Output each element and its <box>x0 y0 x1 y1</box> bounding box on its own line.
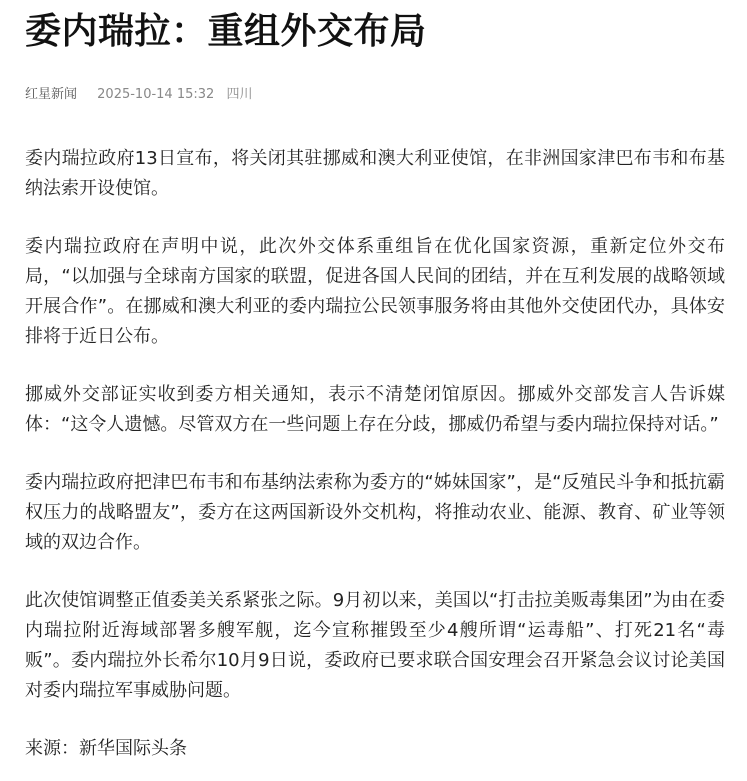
paragraph-2: 委内瑞拉政府在声明中说，此次外交体系重组旨在优化国家资源，重新定位外交布局，“以加强与全球南方国家的联盟，促进各国人民间的团结，并在互利发展的战略领域开展合作”。在挪威和澳大利亚的委内瑞拉公民领事服务将由其他外交使团代办，具体安排将于近日公布。 <box>25 236 725 347</box>
article-body <box>25 144 725 764</box>
meta-source[interactable]: 红星新闻 <box>25 87 78 102</box>
meta-location: 四川 <box>226 87 253 102</box>
article-source-note: 来源：新华国际头条 <box>25 738 187 759</box>
article-title: 委内瑞拉：重组外交布局 <box>25 11 427 52</box>
paragraph-5: 此次使馆调整正值委美关系紧张之际。9月初以来，美国以“打击拉美贩毒集团”为由在委内瑞拉附近海域部署多艘军舰，迄今宣称摧毁至少4艘所谓“运毒船”、打死21名“毒贩”。委内瑞拉外长希尔10月9日说，委政府已要求联合国安理会召开紧急会议讨论美国对委内瑞拉军事威胁问题。 <box>25 590 725 701</box>
article <box>25 0 725 764</box>
paragraph-3: 挪威外交部证实收到委方相关通知，表示不清楚闭馆原因。挪威外交部发言人告诉媒体：“这令人遗憾。尽管双方在一些问题上存在分歧，挪威仍希望与委内瑞拉保持对话。” <box>25 384 725 435</box>
article-meta <box>25 86 725 104</box>
meta-datetime: 2025-10-14 15:32 <box>97 87 215 102</box>
paragraph-4: 委内瑞拉政府把津巴布韦和布基纳法索称为委方的“姊妹国家”，是“反殖民斗争和抵抗霸权压力的战略盟友”，委方在这两国新设外交机构，将推动农业、能源、教育、矿业等领域的双边合作。 <box>25 472 725 553</box>
paragraph-1: 委内瑞拉政府13日宣布，将关闭其驻挪威和澳大利亚使馆，在非洲国家津巴布韦和布基纳法索开设使馆。 <box>25 148 725 199</box>
